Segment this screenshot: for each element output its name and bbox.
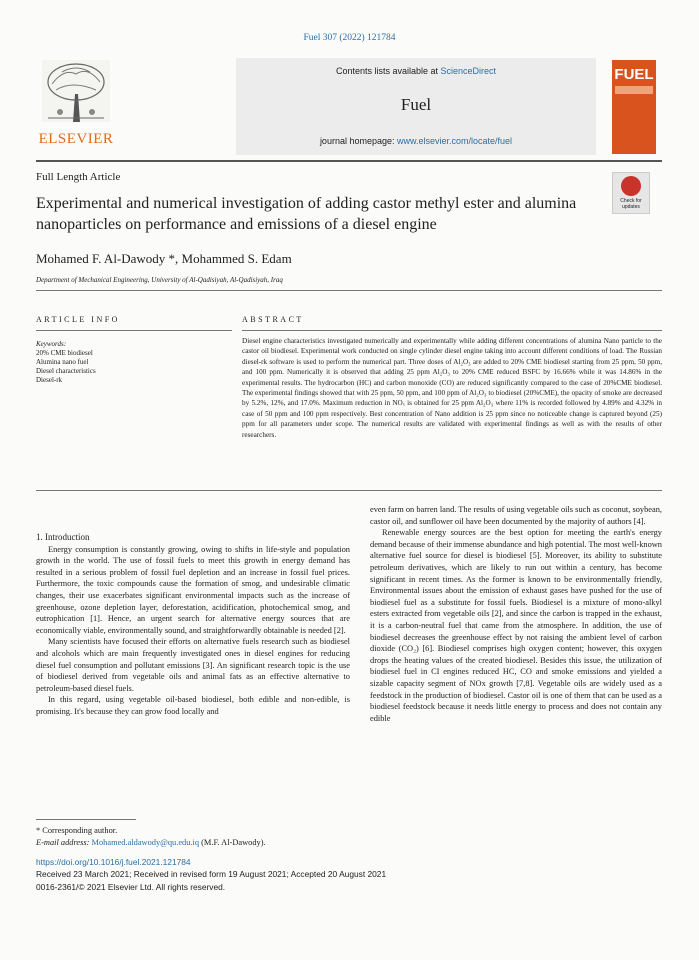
left-column <box>36 532 350 718</box>
check-updates-label: Check for updates <box>620 198 642 210</box>
corresponding-author: * Corresponding author. <box>36 826 118 835</box>
keyword: Diesel characteristics <box>36 367 96 375</box>
publication-info <box>36 856 386 893</box>
elsevier-logo <box>36 58 116 155</box>
abstract-text: Diesel engine characteristics investigated numerically and experimentally while adding different concentrations of alumina Nano particle to the castor oil biodiesel. Experimental work conducted on single cylinder diesel engine taking into account different conditions of load. The Russian diesel-rk software is used to perform the numerical part. Three doses of Al₂O₃ are added to 20% CME biodiesel starting from 25 ppm, 50 ppm, and 100 ppm. Numerically it is observed that adding 25 ppm Al₂O₃ to 20% CME reduced BSFC by 16.66% while it was 14.86% in the experimental results. The hydrocarbon (HC) and carbon monoxide (CO) are reduced significantly compared to the case of 20%CME biodiesel. The experimental findings showed that with 25 ppm, 50 ppm, and 100 ppm of Al₂O₃ to biodiesel (20%CME), the opacity of smoke are decreased by 5.2%, 12%, and 17.0%. Maximum reduction in NOₓ is obtained for 25 ppm Al₂O₃ where 11% is recorded followed by 4.89% and 4.32% in case of 50 ppm and 100 ppm respectively. Best concentration of Nano addition is 25 ppm since no noticeable change is captured beyond (25) ppm for all parameters under scope. The numerical results are validated with experimental findings as well as with the results of other researchers. <box>242 337 662 439</box>
footnote-divider <box>36 819 136 820</box>
article-type: Full Length Article <box>36 171 121 183</box>
divider <box>36 290 662 291</box>
email-suffix: (M.F. Al-Dawody). <box>199 838 266 847</box>
article-title: Experimental and numerical investigation of adding castor methyl ester and alumina nanoparticles on performance and emissions of a diesel engine <box>36 195 577 233</box>
sciencedirect-link[interactable]: ScienceDirect <box>440 66 497 76</box>
check-updates-icon <box>621 176 641 196</box>
received-dates: Received 23 March 2021; Received in revised form 19 August 2021; Accepted 20 August 2021 <box>36 869 387 880</box>
copyright: 0016-2361/© 2021 Elsevier Ltd. All rights reserved. <box>36 881 226 892</box>
check-for-updates-badge[interactable] <box>612 172 650 214</box>
journal-cover <box>612 60 656 154</box>
divider <box>242 330 662 331</box>
homepage-prefix: journal homepage: <box>319 136 397 146</box>
journal-citation: Fuel 307 (2022) 121784 <box>303 33 396 43</box>
paragraph: Energy consumption is constantly growing, owing to shifts in life-style and population growth in the world. The use of fossil fuels to meet this growth in energy demand has resulted in a serious problem of fossil fuel depletion and an increase in fossil fuel prices. Furthermore, the toxic compounds cause the formation of smog, and undesirable climatic changes, their use exacerbates significant environmental impacts such as the increase of greenhouse, ozone depletion layer, deforestation, acidification, photochemical smog, and eutrophication [1]. Hence, an urgent search for alternative energy sources that are economically viable, environmentally sound, and straightforwardly obtainable is needed [2]. <box>36 544 350 635</box>
email-label: E-mail address: <box>36 838 92 847</box>
paragraph: In this regard, using vegetable oil-based biodiesel, both edible and non-edible, is promising. It's because they can grow food locally and <box>36 695 350 716</box>
right-column <box>370 504 662 724</box>
keyword: 20% CME biodiesel <box>36 349 93 357</box>
affiliation: Department of Mechanical Engineering, University of Al-Qadisiyah, Al-Qadisiyah, Iraq <box>36 276 283 284</box>
keywords-label: Keywords: <box>36 340 67 348</box>
journal-masthead <box>36 58 596 155</box>
email-link[interactable]: Mohamed.aldawody@qu.edu.iq <box>91 838 200 847</box>
homepage-link[interactable]: www.elsevier.com/locate/fuel <box>397 136 513 146</box>
divider <box>36 490 662 491</box>
homepage-line <box>236 136 596 146</box>
elsevier-tree-icon <box>42 60 110 122</box>
keyword: Alumina nano fuel <box>36 358 89 366</box>
doi-link[interactable]: https://doi.org/10.1016/j.fuel.2021.121784 <box>36 857 191 867</box>
abstract-heading: ABSTRACT <box>242 315 304 324</box>
cover-band <box>615 86 653 94</box>
paragraph: Many scientists have focused their efforts on alternative fuels research such as biodiesel and alcohols which are main frequently investigated ones in diesel engines for reducing diesel fuel consumption and pollutant emissions [3]. An significant research topic is the use of biodiesel derived from vegetable oils and animal fats as an effective alternative to petroleum-based diesel fuels. <box>36 637 350 693</box>
contents-line <box>236 66 596 76</box>
divider <box>36 160 662 162</box>
footnote <box>36 825 266 849</box>
keywords-list <box>36 349 96 385</box>
journal-info-box <box>236 58 596 155</box>
cover-title: FUEL <box>614 66 654 83</box>
elsevier-wordmark: ELSEVIER <box>38 131 114 147</box>
section-heading: 1. Introduction <box>36 532 90 542</box>
email-line <box>36 837 266 849</box>
journal-name: Fuel <box>400 95 432 114</box>
divider <box>36 330 232 331</box>
authors: Mohamed F. Al-Dawody *, Mohammed S. Edam <box>36 251 292 266</box>
keyword: Diesel-rk <box>36 376 63 384</box>
paragraph: Renewable energy sources are the best option for meeting the earth's energy demand because of their immense abundance and high potential. The most well-known alternative fuel source for diesel is biodiesel [5]. Moreover, its ability to substitute petroleum derivatives, which are likely to run out within a century, has become significant in recent times. As the former is known to be environmentally friendly, Environmental issues about the emission of exhaust gases have pushed for the use of biodiesel fuel as a substitute for fossil fuels. Biodiesel is a mixture of mono-alkyl esters extracted from vegetable oils [2], and since the carbon is trapped in the exhaust, it is a carbon-neutral fuel that came from the atmosphere. In addition, the use of biodiesel decreases the greenhouse effect by not raising the ambient level of carbon dioxide (CO₂) [6]. Biodiesel comprises high oxygen content; however, this oxygen drops the heating values of the created biodiesel. Besides this issue, the utilization of biodiesel fuel in CI engines reduced HC, CO and smoke emissions and yielded a sizable capacity segment of NOx growth [7,8]. Vegetable oils are widely used as a feedstock in the production of biodiesel. Castor oil is one of them that can be used as a biodiesel feedstock because it needs little energy to process and does not contain any edible <box>370 528 662 723</box>
paragraph: even farm on barren land. The results of using vegetable oils such as coconut, soybean, castor oil, and sunflower oil have been documented by the majority of authors [4]. <box>370 505 662 526</box>
contents-prefix: Contents lists available at <box>335 66 441 76</box>
article-info-heading: ARTICLE INFO <box>36 315 120 324</box>
